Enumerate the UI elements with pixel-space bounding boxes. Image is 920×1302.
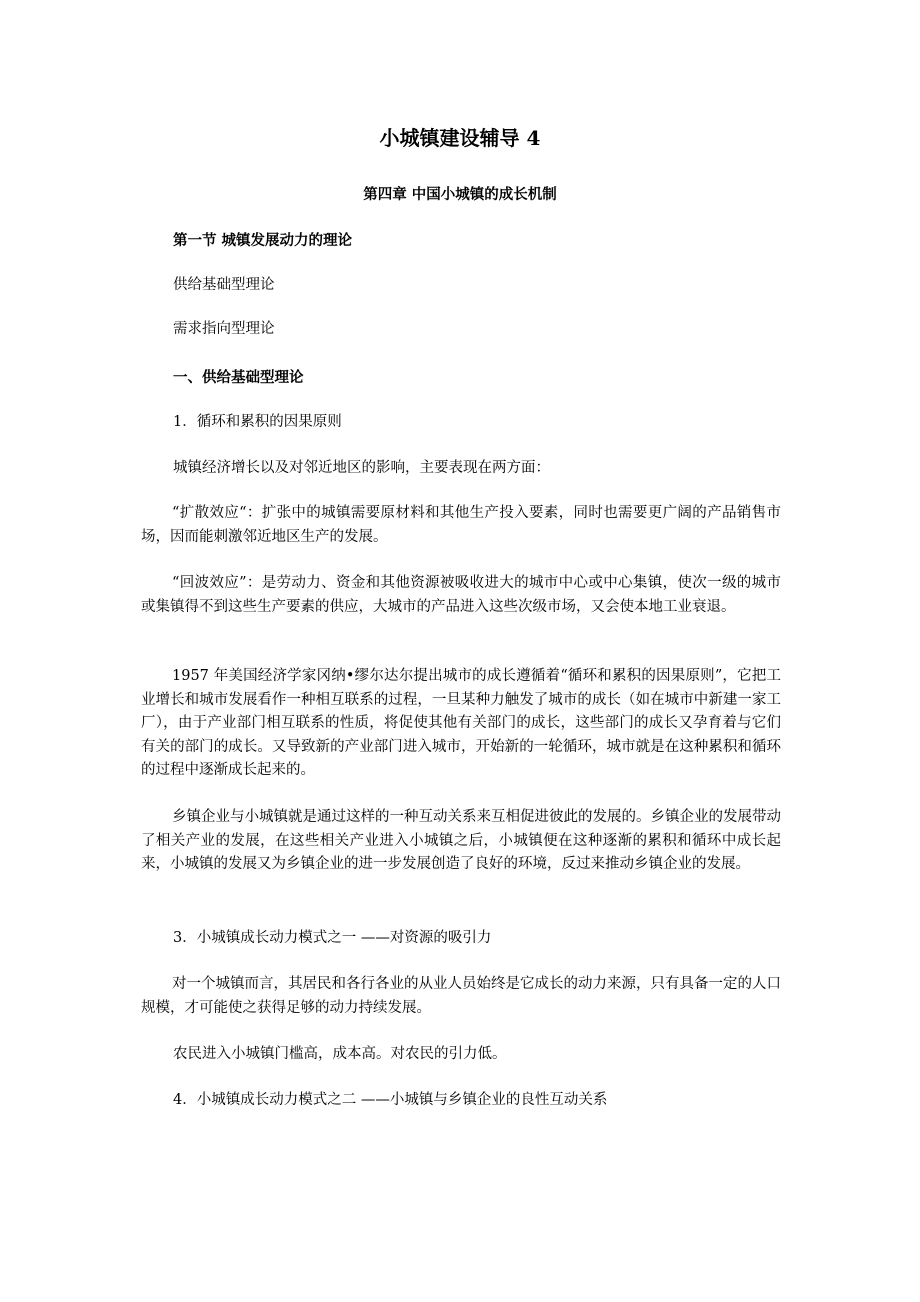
farmers-paragraph: 农民进入小城镇门槛高，成本高。对农民的引力低。 bbox=[173, 1046, 507, 1062]
document-title: 小城镇建设辅导 4 bbox=[379, 126, 541, 150]
intro-paragraph: 城镇经济增长以及对邻近地区的影响，主要表现在两方面： bbox=[173, 460, 550, 476]
township-enterprise-paragraph: 乡镇企业与小城镇就是通过这样的一种互动关系来互相促进彼此的发展的。乡镇企业的发展带动了相关产业的发展，在这些相关产业进入小城镇之后，小城镇便在这种逐渐的累积和循环中成长起来，小城镇的发展又为乡镇企业的进一步发展创造了良好的环境，反过来推动乡镇企业的发展。 bbox=[141, 809, 781, 872]
residents-paragraph: 对一个城镇而言，其居民和各行各业的从业人员始终是它成长的动力来源，只有具备一定的人口规模，才可能使之获得足够的动力持续发展。 bbox=[141, 976, 781, 1016]
heading-cumulative-causation: 1．循环和累积的因果原则 bbox=[173, 414, 342, 430]
item-supply-theory: 供给基础型理论 bbox=[173, 277, 275, 293]
subsection-heading: 一、供给基础型理论 bbox=[173, 369, 304, 386]
backwash-effect-paragraph: “回波效应”：是劳动力、资金和其他资源被吸收进大的城市中心或中心集镇，使次一级的城市或集镇得不到这些生产要素的供应，大城市的产品进入这些次级市场，又会使本地工业衰退。 bbox=[141, 575, 781, 615]
spread-effect-paragraph: “扩散效应“：扩张中的城镇需要原材料和其他生产投入要素，同时也需要更广阔的产品销售市场，因而能刺激邻近地区生产的发展。 bbox=[141, 505, 781, 545]
chapter-heading: 第四章 中国小城镇的成长机制 bbox=[363, 186, 557, 203]
item-demand-theory: 需求指向型理论 bbox=[173, 321, 275, 337]
myrdal-paragraph: 1957 年美国经济学家冈纳•缪尔达尔提出城市的成长遵循着“循环和累积的因果原则”，它把工业增长和城市发展看作一种相互联系的过程，一旦某种力触发了城市的成长（如在城市中新建一家工厂），由于产业部门相互联系的性质，将促使其他有关部门的成长，这些部门的成长又孕育着与它们有关的部门的成长。又导致新的产业部门进入城市，开始新的一轮循环，城市就是在这种累积和循环的过程中逐渐成长起来的。 bbox=[141, 668, 781, 778]
heading-resource-attraction: 3．小城镇成长动力模式之一 ——对资源的吸引力 bbox=[173, 930, 492, 946]
heading-interaction: 4．小城镇成长动力模式之二 ——小城镇与乡镇企业的良性互动关系 bbox=[173, 1092, 608, 1108]
section-heading: 第一节 城镇发展动力的理论 bbox=[173, 232, 353, 249]
